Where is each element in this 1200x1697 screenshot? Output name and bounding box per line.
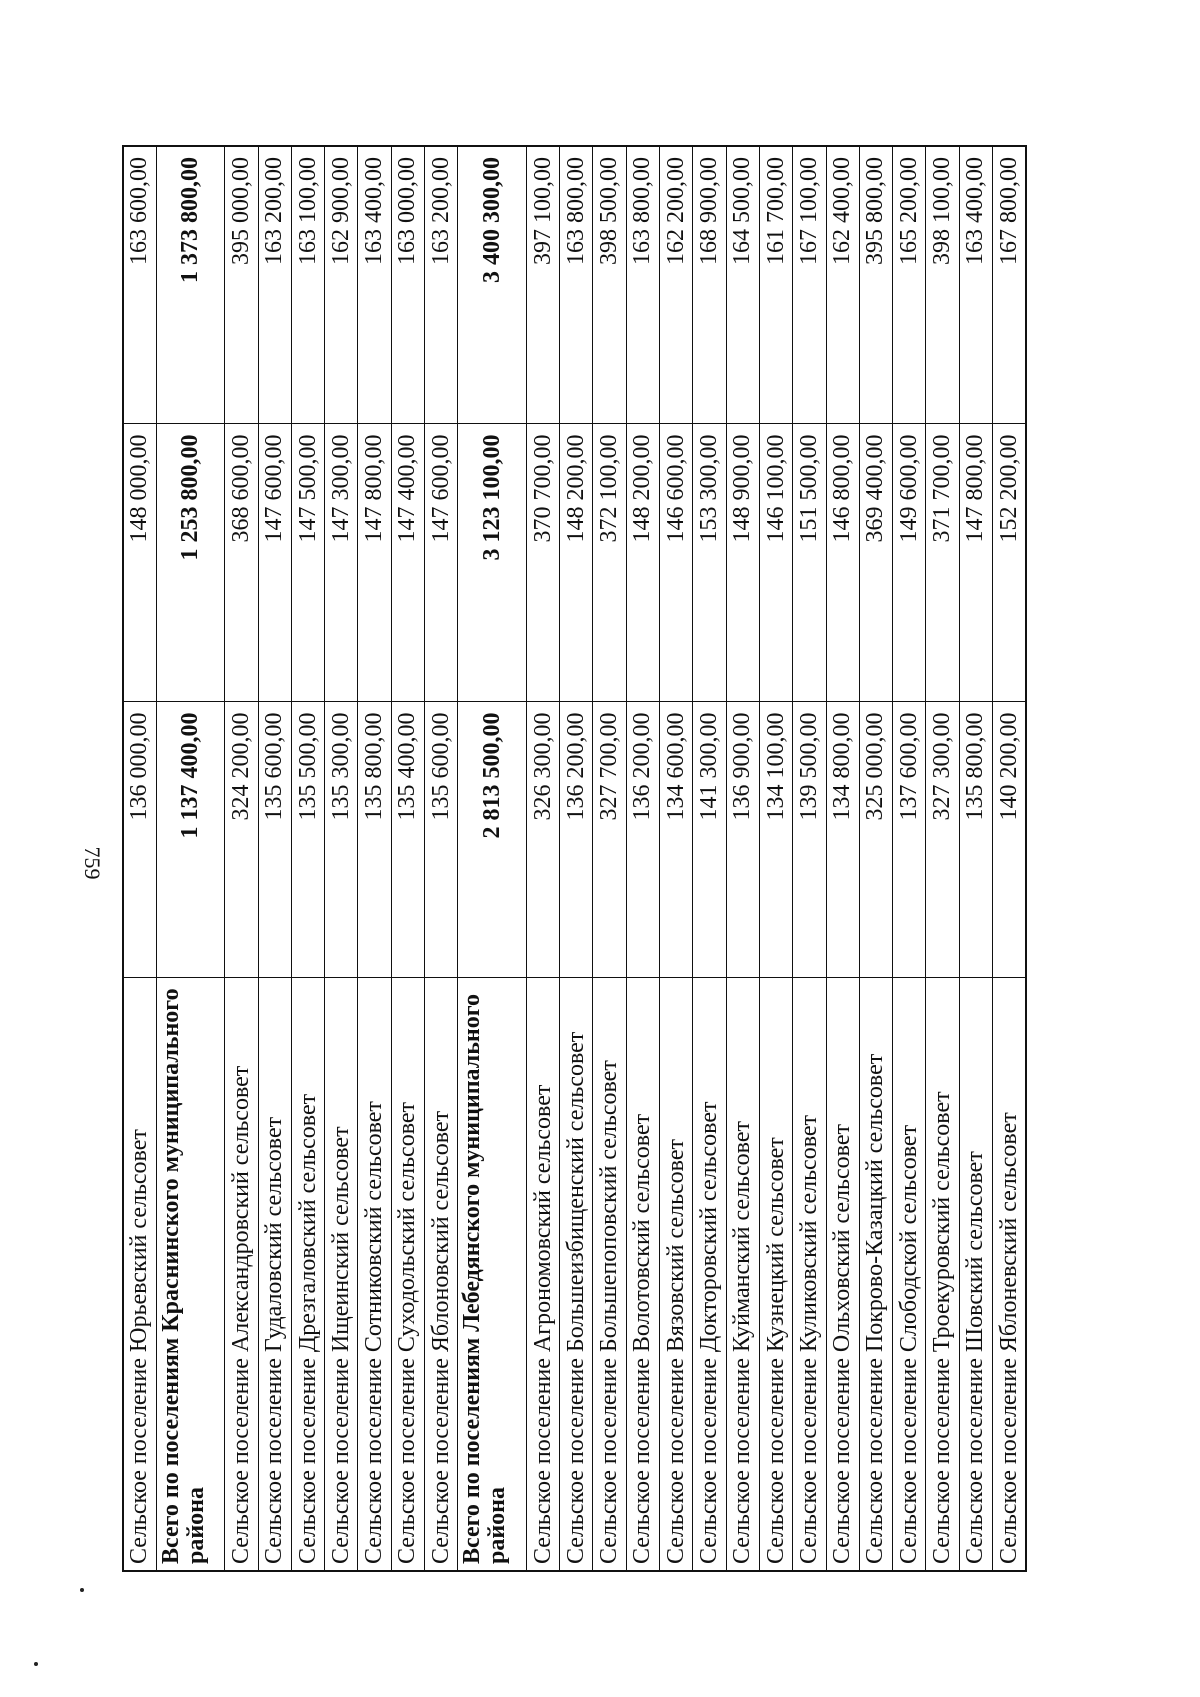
value-cell-3: 168 900,00: [693, 146, 726, 424]
value-cell-3: 395 800,00: [859, 146, 892, 424]
settlement-name-cell: Сельское поселение Куйманский сельсовет: [726, 978, 759, 1571]
value-cell-1: 136 000,00: [123, 702, 156, 978]
value-cell-3: 165 200,00: [893, 146, 926, 424]
value-cell-2: 146 800,00: [826, 424, 859, 702]
settlement-name-cell: Сельское поселение Вязовский сельсовет: [660, 978, 693, 1571]
settlement-name-cell: Сельское поселение Шовский сельсовет: [959, 978, 992, 1571]
table-row: [225, 146, 258, 1571]
value-cell-3: 161 700,00: [759, 146, 792, 424]
value-cell-1: 136 900,00: [726, 702, 759, 978]
value-cell-3: 163 400,00: [358, 146, 391, 424]
table-row: [759, 146, 792, 1571]
settlement-name-cell: Сельское поселение Докторовский сельсовет: [693, 978, 726, 1571]
value-cell-2: 151 500,00: [793, 424, 826, 702]
value-cell-1: 136 200,00: [626, 702, 659, 978]
value-cell-3: 397 100,00: [526, 146, 559, 424]
value-cell-3: 398 100,00: [926, 146, 959, 424]
settlement-name-cell: Сельское поселение Дрезгаловский сельсовет: [291, 978, 324, 1571]
value-cell-1: 327 300,00: [926, 702, 959, 978]
table-row: [258, 146, 291, 1571]
value-cell-2: 147 600,00: [425, 424, 458, 702]
table-row: [425, 146, 458, 1571]
value-cell-2: 147 800,00: [358, 424, 391, 702]
table-row: [325, 146, 358, 1571]
settlement-name-cell: Сельское поселение Сотниковский сельсовет: [358, 978, 391, 1571]
table-row: [693, 146, 726, 1571]
settlement-name-cell: Сельское поселение Агрономовский сельсовет: [526, 978, 559, 1571]
value-cell-1: 140 200,00: [993, 702, 1027, 978]
value-cell-2: 148 900,00: [726, 424, 759, 702]
value-cell-2: 368 600,00: [225, 424, 258, 702]
table-row: [826, 146, 859, 1571]
value-cell-2: 370 700,00: [526, 424, 559, 702]
settlement-name-cell: Сельское поселение Ольховский сельсовет: [826, 978, 859, 1571]
settlement-name-cell: Сельское поселение Гудаловский сельсовет: [258, 978, 291, 1571]
value-cell-1: 134 600,00: [660, 702, 693, 978]
value-cell-2: 147 300,00: [325, 424, 358, 702]
value-cell-3: 162 200,00: [660, 146, 693, 424]
settlement-name-cell: Сельское поселение Куликовский сельсовет: [793, 978, 826, 1571]
settlement-name-cell: Сельское поселение Яблоновский сельсовет: [425, 978, 458, 1571]
settlement-name-cell: Сельское поселение Суходольский сельсовет: [391, 978, 424, 1571]
value-cell-3: 162 400,00: [826, 146, 859, 424]
value-cell-3: 163 800,00: [560, 146, 593, 424]
value-cell-2: 153 300,00: [693, 424, 726, 702]
value-cell-1: 134 800,00: [826, 702, 859, 978]
value-cell-3: 167 800,00: [993, 146, 1027, 424]
table-row: [993, 146, 1027, 1571]
value-cell-1: 137 600,00: [893, 702, 926, 978]
table-row: [123, 146, 156, 1571]
value-cell-3: 163 800,00: [626, 146, 659, 424]
page-number: 759: [80, 846, 105, 880]
settlement-name-cell: Сельское поселение Волотовский сельсовет: [626, 978, 659, 1571]
value-cell-3: 167 100,00: [793, 146, 826, 424]
budget-table-rotated: [122, 147, 1027, 1572]
value-cell-2: 147 500,00: [291, 424, 324, 702]
table-row: [660, 146, 693, 1571]
value-cell-2: 148 200,00: [560, 424, 593, 702]
value-cell-2: 148 200,00: [626, 424, 659, 702]
table-row: [626, 146, 659, 1571]
table-row: [291, 146, 324, 1571]
settlement-name-cell: Сельское поселение Яблоневский сельсовет: [993, 978, 1027, 1571]
value-cell-2: 152 200,00: [993, 424, 1027, 702]
value-cell-1: 326 300,00: [526, 702, 559, 978]
value-cell-1: 136 200,00: [560, 702, 593, 978]
value-cell-2: 149 600,00: [893, 424, 926, 702]
value-cell-3: 163 400,00: [959, 146, 992, 424]
settlement-name-cell: Всего по поселениям Лебедянского муниципального района: [458, 978, 526, 1571]
value-cell-2: 148 000,00: [123, 424, 156, 702]
settlement-name-cell: Сельское поселение Александровский сельсовет: [225, 978, 258, 1571]
value-cell-1: 135 600,00: [425, 702, 458, 978]
value-cell-3: 163 000,00: [391, 146, 424, 424]
value-cell-1: 134 100,00: [759, 702, 792, 978]
table-row: [391, 146, 424, 1571]
total-row: [156, 146, 224, 1571]
value-cell-2: 372 100,00: [593, 424, 626, 702]
settlement-name-cell: Всего по поселениям Краснинского муниципального района: [156, 978, 224, 1571]
settlement-name-cell: Сельское поселение Ищеинский сельсовет: [325, 978, 358, 1571]
value-cell-1: 135 800,00: [959, 702, 992, 978]
value-cell-1: 135 400,00: [391, 702, 424, 978]
table-row: [959, 146, 992, 1571]
value-cell-2: 3 123 100,00: [458, 424, 526, 702]
value-cell-2: 369 400,00: [859, 424, 892, 702]
table-body: [123, 146, 1026, 1571]
value-cell-2: 147 800,00: [959, 424, 992, 702]
value-cell-1: 324 200,00: [225, 702, 258, 978]
value-cell-3: 1 373 800,00: [156, 146, 224, 424]
budget-table: [122, 145, 1027, 1572]
value-cell-2: 147 400,00: [391, 424, 424, 702]
settlement-name-cell: Сельское поселение Большеизбищенский сельсовет: [560, 978, 593, 1571]
table-row: [793, 146, 826, 1571]
table-row: [593, 146, 626, 1571]
table-row: [526, 146, 559, 1571]
value-cell-2: 371 700,00: [926, 424, 959, 702]
settlement-name-cell: Сельское поселение Слободской сельсовет: [893, 978, 926, 1571]
settlement-name-cell: Сельское поселение Большепоповский сельсовет: [593, 978, 626, 1571]
value-cell-1: 139 500,00: [793, 702, 826, 978]
value-cell-3: 163 200,00: [258, 146, 291, 424]
settlement-name-cell: Сельское поселение Троекуровский сельсовет: [926, 978, 959, 1571]
table-row: [560, 146, 593, 1571]
value-cell-1: 325 000,00: [859, 702, 892, 978]
value-cell-3: 163 600,00: [123, 146, 156, 424]
scan-speck: [34, 1662, 38, 1666]
value-cell-2: 146 600,00: [660, 424, 693, 702]
value-cell-3: 395 000,00: [225, 146, 258, 424]
table-row: [358, 146, 391, 1571]
value-cell-1: 141 300,00: [693, 702, 726, 978]
table-row: [893, 146, 926, 1571]
settlement-name-cell: Сельское поселение Покрово-Казацкий сельсовет: [859, 978, 892, 1571]
value-cell-2: 146 100,00: [759, 424, 792, 702]
value-cell-1: 135 800,00: [358, 702, 391, 978]
scan-speck: [80, 1588, 84, 1592]
value-cell-3: 398 500,00: [593, 146, 626, 424]
value-cell-3: 163 200,00: [425, 146, 458, 424]
value-cell-1: 135 600,00: [258, 702, 291, 978]
value-cell-1: 1 137 400,00: [156, 702, 224, 978]
total-row: [458, 146, 526, 1571]
value-cell-1: 2 813 500,00: [458, 702, 526, 978]
value-cell-3: 162 900,00: [325, 146, 358, 424]
table-row: [859, 146, 892, 1571]
value-cell-3: 3 400 300,00: [458, 146, 526, 424]
value-cell-2: 147 600,00: [258, 424, 291, 702]
value-cell-3: 164 500,00: [726, 146, 759, 424]
value-cell-3: 163 100,00: [291, 146, 324, 424]
value-cell-1: 135 300,00: [325, 702, 358, 978]
value-cell-2: 1 253 800,00: [156, 424, 224, 702]
settlement-name-cell: Сельское поселение Кузнецкий сельсовет: [759, 978, 792, 1571]
value-cell-1: 135 500,00: [291, 702, 324, 978]
table-row: [726, 146, 759, 1571]
table-row: [926, 146, 959, 1571]
settlement-name-cell: Сельское поселение Юрьевский сельсовет: [123, 978, 156, 1571]
value-cell-1: 327 700,00: [593, 702, 626, 978]
